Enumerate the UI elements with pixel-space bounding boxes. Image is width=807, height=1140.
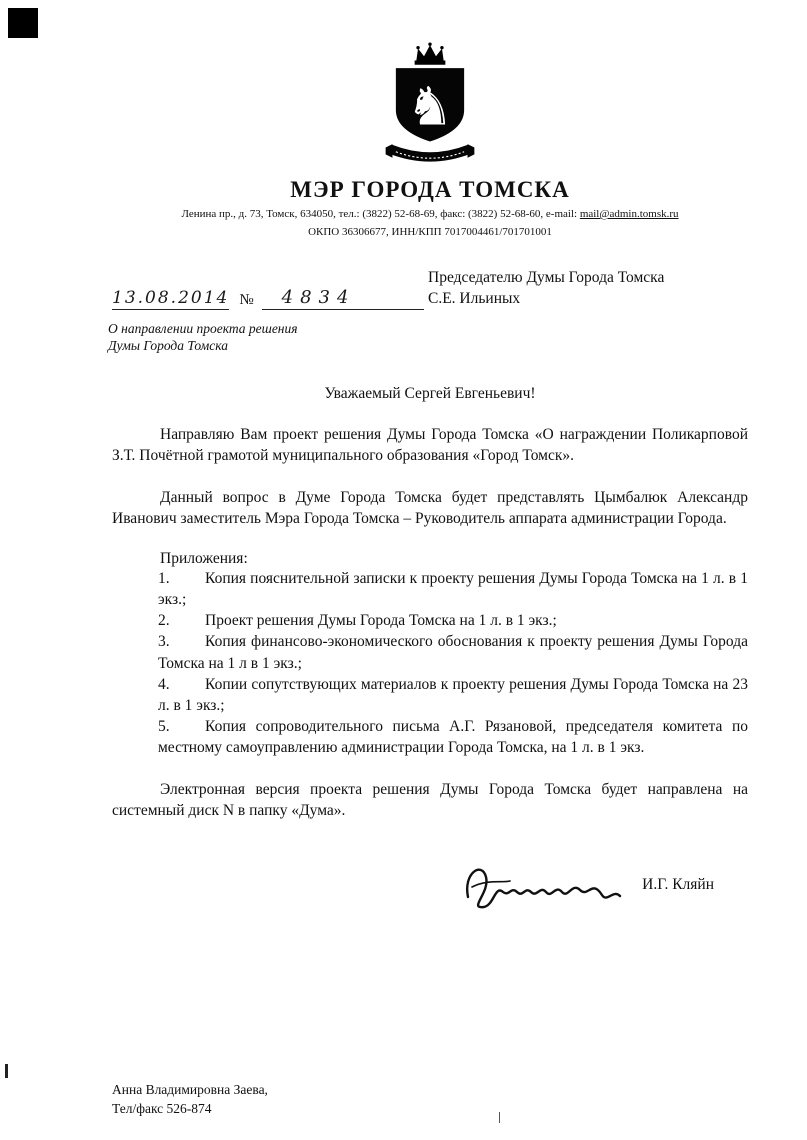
signature-block	[112, 857, 748, 913]
address-line	[112, 208, 748, 220]
attachment-number: 3.	[158, 633, 170, 651]
attachment-item	[158, 631, 748, 673]
ribbon-icon	[386, 144, 475, 158]
footer-contact-phone: Тел/факс 526-874	[112, 1101, 212, 1116]
paragraph-2: Данный вопрос в Думе Города Томска будет представлять Цымбалюк Александр Иванович заместитель Мэра Города Томска – Руководитель аппарата администрации Города.	[112, 489, 748, 528]
attachment-item	[158, 716, 748, 758]
codes-line: ОКПО 36306677, ИНН/КПП 7017004461/701701001	[308, 226, 552, 238]
handwritten-date: 13.08.2014	[112, 287, 230, 308]
date-and-number	[112, 268, 428, 310]
reference-row	[112, 268, 748, 310]
crown-icon	[415, 43, 446, 65]
attachments-list	[158, 568, 748, 758]
attachment-text: Проект решения Думы Города Томска на 1 л. в 1 экз.;	[205, 612, 557, 630]
attachment-item	[158, 568, 748, 610]
email-link[interactable]: mail@admin.tomsk.ru	[579, 208, 679, 220]
attachment-item	[158, 674, 748, 716]
signatory-name: И.Г. Кляйн	[642, 876, 714, 894]
attachment-number: 5.	[158, 717, 170, 735]
handwritten-signature-icon	[458, 857, 628, 913]
handwritten-outgoing-number: 4834	[262, 287, 424, 310]
recipient-block	[428, 268, 664, 310]
scan-tick-artifact	[499, 1112, 500, 1123]
subject-line-2: Думы Города Томска	[108, 338, 228, 354]
salutation: Уважаемый Сергей Евгеньевич!	[324, 384, 536, 402]
subject-line-1: О направлении проекта решения	[108, 320, 298, 336]
attachment-number: 4.	[158, 675, 170, 693]
attachment-item	[158, 610, 748, 631]
scan-edge-artifact	[5, 1064, 8, 1078]
paragraph-3: Электронная версия проекта решения Думы Города Томска будет направлена на системный диск N в папку «Дума».	[112, 780, 748, 820]
attachment-text: Копии сопутствующих материалов к проекту решения Думы Города Томска на 23 л. в 1 экз.;	[158, 675, 748, 714]
attachment-text: Копия пояснительной записки к проекту решения Думы Города Томска на 1 л. в 1 экз.;	[158, 570, 748, 609]
footer-contact-name: Анна Владимировна Заева,	[112, 1082, 268, 1098]
tomsk-coat-of-arms	[112, 40, 748, 173]
horse-icon: ♞	[406, 76, 454, 138]
attachment-text: Копия финансово-экономического обоснования к проекту решения Думы Города Томска на 1 л в 1 экз.;	[158, 633, 748, 672]
number-sign: №	[239, 291, 254, 308]
paragraph-1: Направляю Вам проект решения Думы Города Томска «О награждении Поликарповой З.Т. Почётной грамотой муниципального образования «Город Томск».	[112, 425, 748, 465]
org-title: МЭР ГОРОДА ТОМСКА	[290, 177, 570, 202]
attachment-number: 1.	[158, 570, 170, 588]
scan-corner-artifact	[8, 8, 38, 38]
executor-footer	[112, 1081, 748, 1119]
recipient-line-1: Председателю Думы Города Томска	[428, 269, 665, 286]
attachment-text: Копия сопроводительного письма А.Г. Рязановой, председателя комитета по местному самоуправлению администрации Города Томска, на 1 л. в 1 экз.	[158, 717, 748, 756]
address-text: Ленина пр., д. 73, Томск, 634050, тел.: (3822) 52-68-69, факс: (3822) 52-68-60, e-mail:	[181, 208, 580, 220]
subject-block	[108, 320, 748, 355]
coat-of-arms-icon	[355, 40, 505, 168]
attachment-number: 2.	[158, 612, 170, 630]
recipient-line-2: С.Е. Ильиных	[428, 289, 521, 307]
attachments-label: Приложения:	[160, 550, 248, 568]
